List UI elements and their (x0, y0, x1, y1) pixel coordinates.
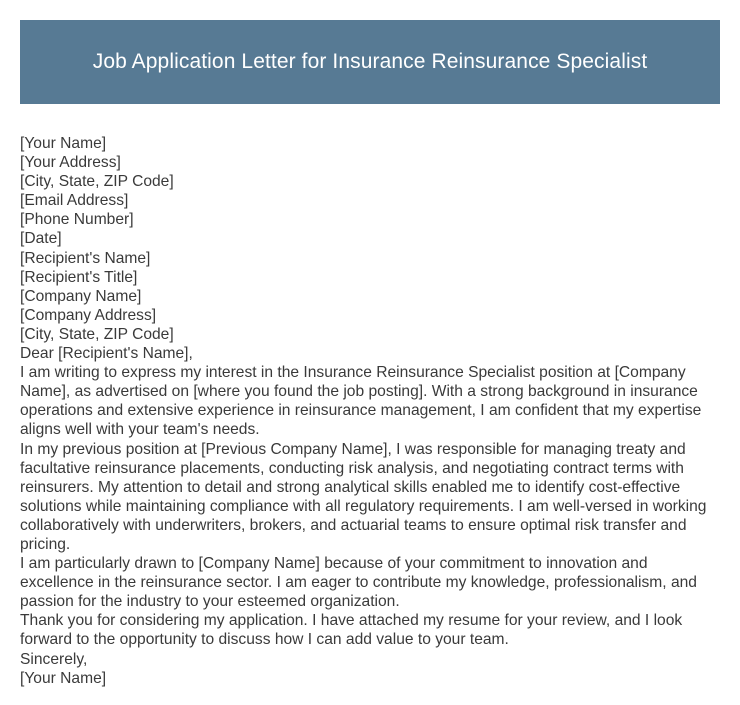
letter-body (20, 134, 724, 688)
recipient-company: [Company Name] (20, 287, 142, 305)
sender-name: [Your Name] (20, 135, 107, 152)
recipient-title: [Recipient's Title] (20, 268, 138, 286)
recipient-address: [Company Address] (20, 306, 157, 324)
signature: [Your Name] (20, 669, 107, 687)
paragraph-closing: Thank you for considering my application. I have attached my resume for your review, and I look forward to the opportunity to discuss how I can add value to your team. (20, 612, 683, 649)
recipient-name: [Recipient's Name] (20, 249, 151, 267)
sender-city-state-zip: [City, State, ZIP Code] (20, 173, 174, 191)
paragraph-intro: I am writing to express my interest in the Insurance Reinsurance Specialist position at [Company Name], as advertised on [where you found the job posting]. With a strong background in insurance operations and extensive experience in reinsurance management, I am confident that my expertise aligns well with your team's needs. (20, 364, 702, 439)
sender-address: [Your Address] (20, 154, 121, 172)
paragraph-experience: In my previous position at [Previous Company Name], I was responsible for managing treaty and facultative reinsurance placements, conducting risk analysis, and negotiating contract terms with reinsurers. My attention to detail and strong analytical skills enabled me to identify cost-effective solutions while maintaining compliance with all regulatory requirements. I am well-versed in working collaboratively with underwriters, brokers, and actuarial teams to ensure optimal risk transfer and pricing. (20, 440, 707, 553)
salutation: Dear [Recipient's Name], (20, 345, 193, 363)
paragraph-motivation: I am particularly drawn to [Company Name] because of your commitment to innovation and excellence in the reinsurance sector. I am eager to contribute my knowledge, professionalism, and passion for the industry to your esteemed organization. (20, 555, 697, 611)
closing: Sincerely, (20, 650, 88, 668)
sender-email: [Email Address] (20, 192, 129, 210)
page-header (20, 20, 720, 104)
page-title: Job Application Letter for Insurance Reinsurance Specialist (92, 50, 648, 73)
sender-phone: [Phone Number] (20, 211, 134, 229)
letter-date: [Date] (20, 230, 62, 248)
recipient-city-state-zip: [City, State, ZIP Code] (20, 325, 174, 343)
